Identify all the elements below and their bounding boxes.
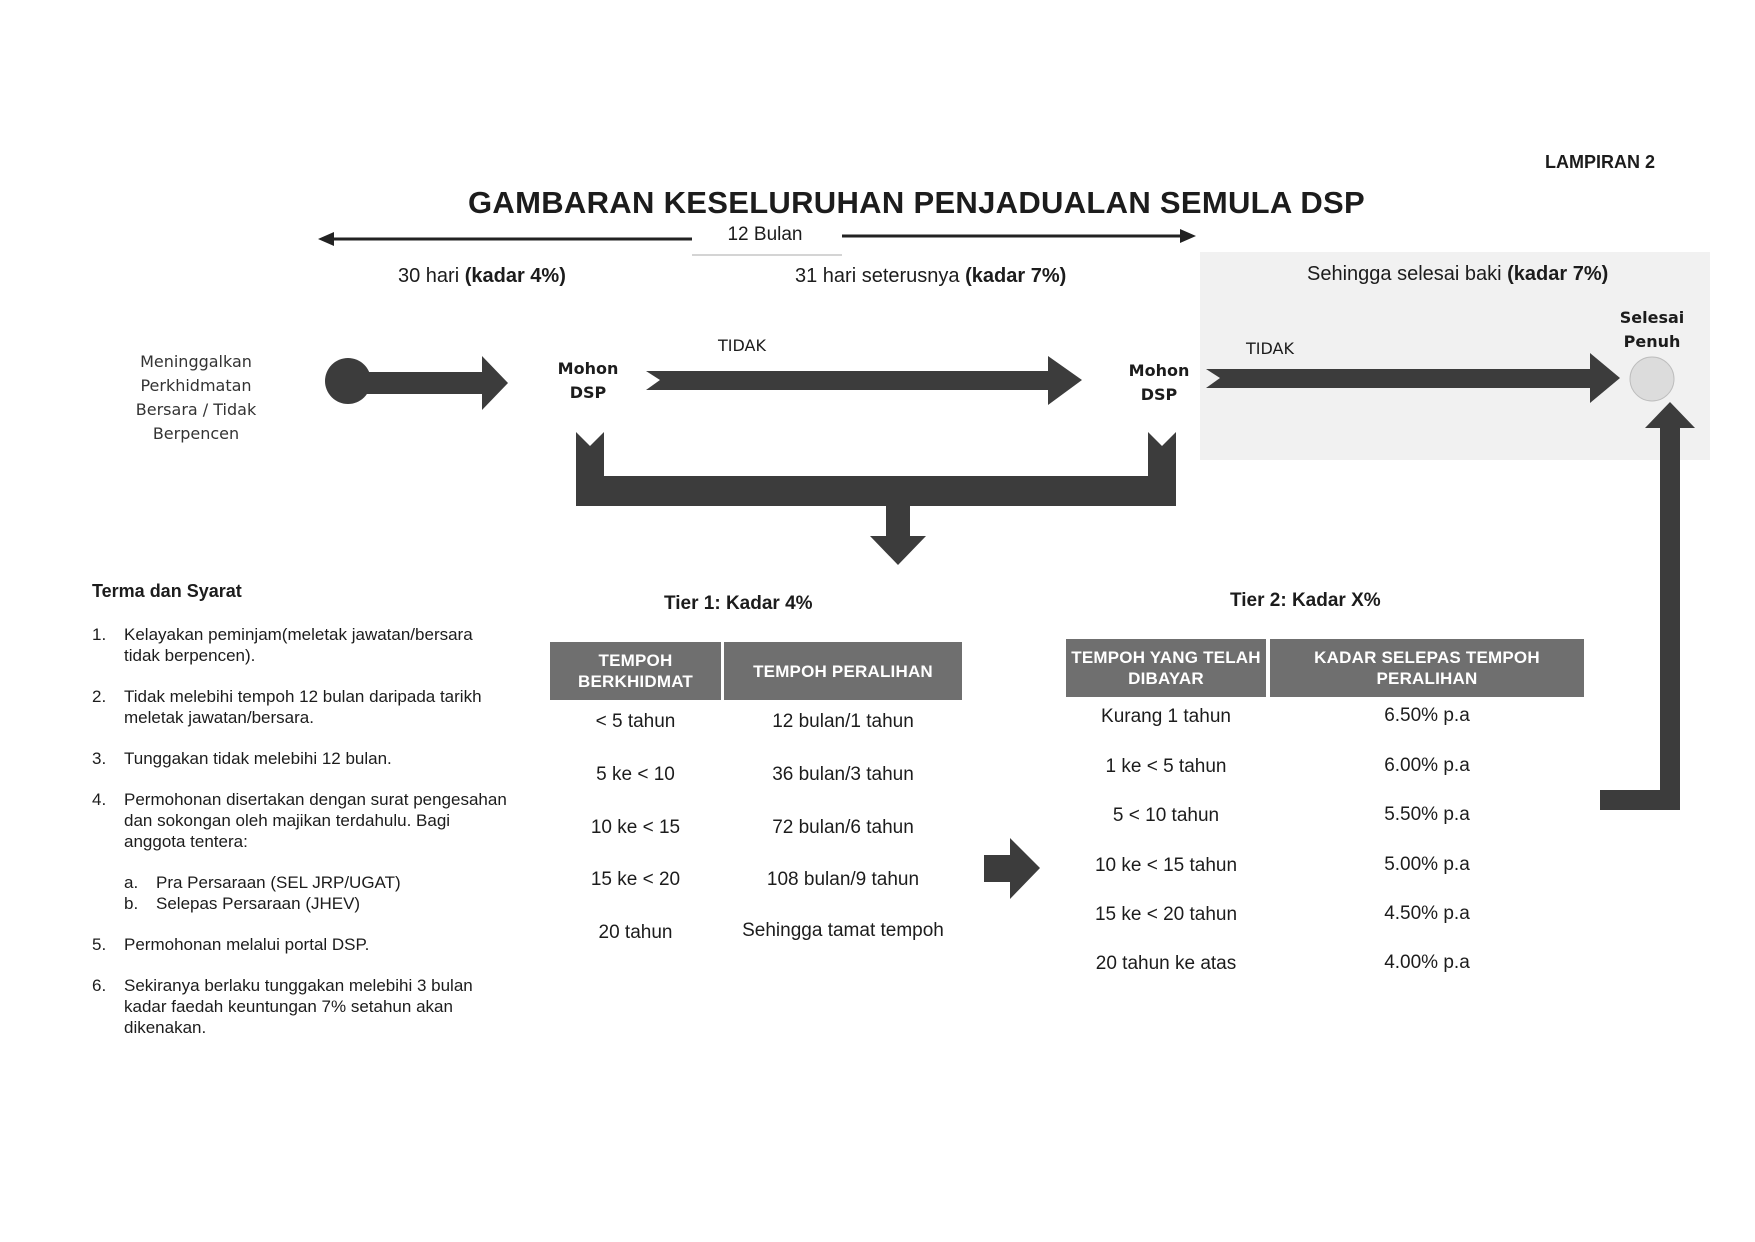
period-arrowhead-left [318, 232, 334, 246]
terms-title: Terma dan Syarat [92, 581, 242, 601]
tier2-cell: 4.50% p.a [1384, 903, 1470, 924]
tier1-cell: 20 tahun [598, 922, 673, 943]
page-title: GAMBARAN KESELURUHAN PENJADUALAN SEMULA DSP [468, 185, 1366, 220]
term-subitem [124, 893, 512, 914]
term-number: 6. [92, 976, 107, 995]
tier1-cell: Sehingga tamat tempoh [742, 920, 944, 941]
term-subnumber: b. [124, 894, 139, 913]
phase-1-rate: (kadar 4%) [464, 265, 566, 287]
arrow-start-to-apply [360, 356, 508, 410]
term-subnumber: a. [124, 873, 139, 892]
tier1-cell: < 5 tahun [595, 711, 676, 732]
term-text: Kelayakan peminjam(meletak jawatan/bersara tidak berpencen). [124, 625, 473, 665]
period-label: 12 Bulan [727, 224, 803, 245]
tier2-cell: 5.00% p.a [1384, 854, 1470, 875]
period-arrowhead-right [1180, 229, 1196, 243]
tier2-cell: 20 tahun ke atas [1095, 953, 1237, 974]
phase-3-rate: (kadar 7%) [1507, 263, 1609, 285]
phase-1-days: 30 hari [398, 265, 465, 287]
tier2-cell: 6.00% p.a [1384, 755, 1470, 776]
tier1-cell: 108 bulan/9 tahun [766, 869, 920, 890]
term-sublist [124, 872, 512, 914]
term-number: 3. [92, 749, 107, 768]
terms-list [92, 624, 512, 1058]
term-number: 2. [92, 687, 107, 706]
tier2-cell: 15 ke < 20 tahun [1094, 904, 1238, 925]
term-item [92, 686, 512, 728]
term-subitem [124, 872, 512, 893]
tier2-cell: Kurang 1 tahun [1101, 706, 1231, 727]
term-subtext: Pra Persaraan (SEL JRP/UGAT) [156, 873, 401, 892]
phase-2-rate: (kadar 7%) [965, 265, 1067, 287]
apply-dsp-1: Mohon DSP [557, 359, 619, 402]
tier1-cell: 15 ke < 20 [590, 869, 681, 890]
no-label-2: TIDAK [1246, 339, 1294, 358]
term-number: 1. [92, 625, 107, 644]
term-number: 4. [92, 790, 107, 809]
term-item [92, 624, 512, 666]
merge-bracket [576, 432, 1176, 506]
end-node [1630, 357, 1674, 401]
completed-label: Selesai Penuh [1619, 308, 1685, 351]
merge-down-arrow [870, 506, 926, 565]
phase-3 [1307, 263, 1608, 286]
tier1-header-transition: TEMPOH PERALIHAN [724, 642, 962, 700]
start-label: Meninggalkan Perkhidmatan Bersara / Tidak Berpencen [135, 352, 257, 443]
phase-1 [398, 265, 566, 288]
term-text: Tidak melebihi tempoh 12 bulan daripada tarikh meletak jawatan/bersara. [124, 687, 482, 727]
term-item [92, 975, 512, 1038]
tier1-cell: 36 bulan/3 tahun [772, 764, 914, 785]
term-text: Sekiranya berlaku tunggakan melebihi 3 bulan kadar faedah keuntungan 7% setahun akan dikenakan. [124, 976, 473, 1037]
term-item [92, 934, 512, 955]
tier2-header-paid: TEMPOH YANG TELAH DIBAYAR [1066, 639, 1266, 697]
tier2-header-rate: KADAR SELEPAS TEMPOH PERALIHAN [1270, 639, 1584, 697]
tier2-title: Tier 2: Kadar X% [1230, 590, 1381, 611]
tier1-cell: 5 ke < 10 [596, 764, 675, 785]
tier1-cell: 10 ke < 15 [590, 817, 681, 838]
arrow-no-2 [1206, 353, 1620, 403]
tier2-cell: 10 ke < 15 tahun [1094, 855, 1238, 876]
tier2-cell: 5 < 10 tahun [1112, 805, 1220, 826]
tier2-cell: 4.00% p.a [1384, 952, 1470, 973]
term-text: Permohonan melalui portal DSP. [124, 935, 370, 954]
tier2-cell: 6.50% p.a [1384, 705, 1470, 726]
tier2-cell: 5.50% p.a [1384, 804, 1470, 825]
term-subtext: Selepas Persaraan (JHEV) [156, 894, 361, 913]
tier1-title: Tier 1: Kadar 4% [664, 593, 813, 614]
term-text: Permohonan disertakan dengan surat pengesahan dan sokongan oleh majikan terdahulu. Bagi anggota tentera: [124, 790, 507, 851]
return-arrow [1600, 402, 1695, 810]
term-number: 5. [92, 935, 107, 954]
term-item [92, 748, 512, 769]
term-text: Tunggakan tidak melebihi 12 bulan. [124, 749, 392, 768]
term-item [92, 789, 512, 914]
tier1-cell: 12 bulan/1 tahun [772, 711, 914, 732]
no-label-1: TIDAK [718, 336, 766, 355]
tier2-cell: 1 ke < 5 tahun [1105, 756, 1227, 777]
arrow-tier1-to-tier2 [984, 838, 1040, 899]
phase-3-days: Sehingga selesai baki [1307, 263, 1508, 285]
arrow-no-1 [646, 356, 1082, 405]
tier1-header-service: TEMPOH BERKHIDMAT [550, 642, 721, 700]
reference-label: LAMPIRAN 2 [1545, 152, 1656, 172]
tier1-cell: 72 bulan/6 tahun [772, 817, 914, 838]
phase-2-days: 31 hari seterusnya [795, 265, 966, 287]
apply-dsp-2: Mohon DSP [1128, 361, 1190, 404]
phase-2 [795, 265, 1066, 288]
